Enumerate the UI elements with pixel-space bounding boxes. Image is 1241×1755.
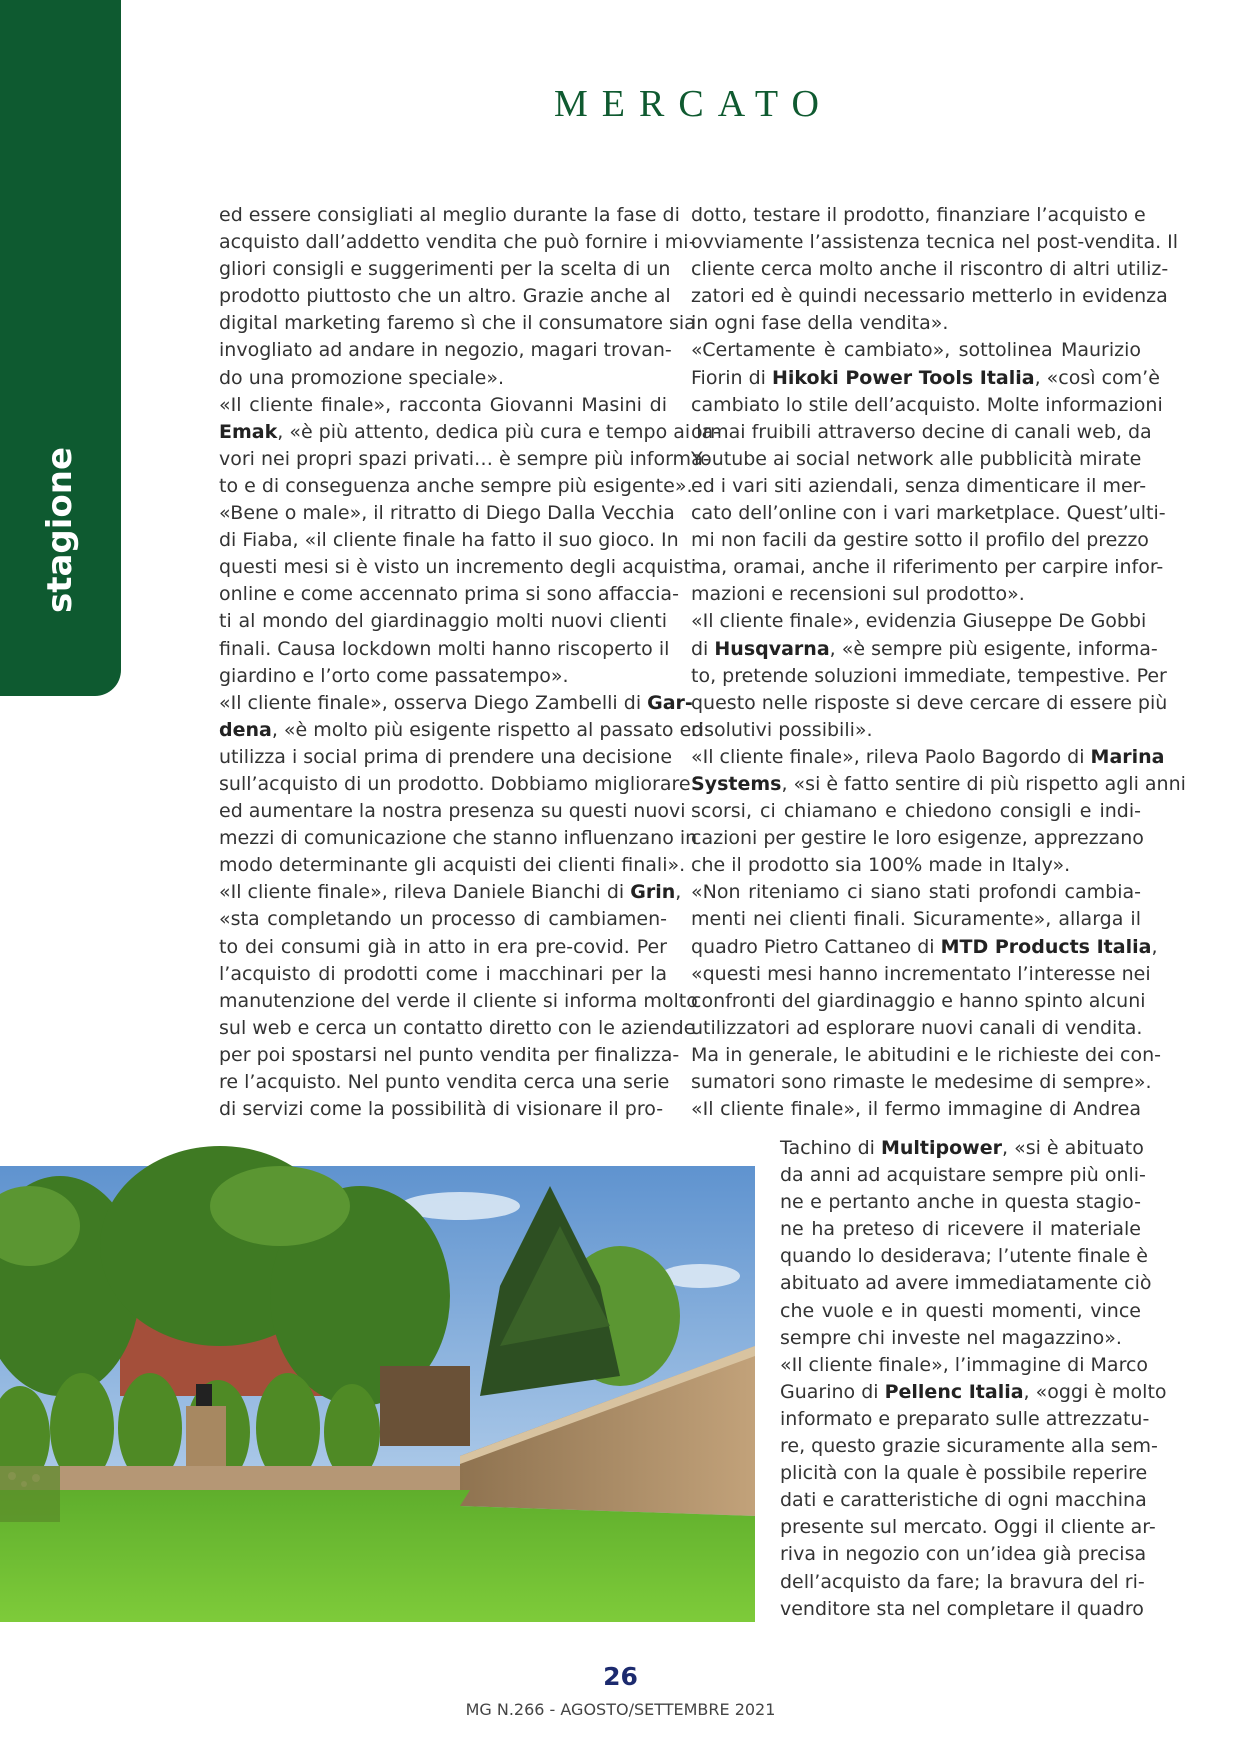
text-line: dati e caratteristiche di ogni macchina <box>780 1489 1147 1512</box>
text-line: plicità con la quale è possibile reperire <box>780 1462 1148 1485</box>
text-line: quadro Pietro Cattaneo di MTD Products Italia, <box>691 935 1158 958</box>
text-line: do una promozione speciale». <box>219 366 504 389</box>
text-line: manutenzione del verde il cliente si informa molto <box>219 989 698 1012</box>
text-line: invogliato ad andare in negozio, magari trovan- <box>219 339 672 362</box>
text-line: acquisto dall’addetto vendita che può fornire i mi- <box>219 231 696 254</box>
text-line: dena, «è molto più esigente rispetto al passato ed <box>219 718 704 741</box>
text-line: venditore sta nel completare il quadro <box>780 1597 1144 1620</box>
text-line: re, questo grazie sicuramente alla sem- <box>780 1435 1158 1458</box>
text-line: «Bene o male», il ritratto di Diego Dalla Vecchia <box>219 502 675 525</box>
text-line: online e come accennato prima si sono affaccia- <box>219 583 679 606</box>
page-number: 26 <box>603 1662 638 1691</box>
text-line: Guarino di Pellenc Italia, «oggi è molto <box>780 1380 1167 1403</box>
text-line: questo nelle risposte si deve cercare di essere più <box>691 691 1168 714</box>
text-line: «Il cliente finale», rileva Daniele Bianchi di Grin, <box>219 881 682 904</box>
text-line: ormai fruibili attraverso decine di canali web, da <box>691 420 1152 443</box>
text-line: ed aumentare la nostra presenza su questi nuovi <box>219 800 686 823</box>
text-line: vori nei propri spazi privati… è sempre più informa- <box>219 447 710 470</box>
text-line: ne ha preteso di ricevere il materiale <box>780 1218 1141 1241</box>
text-line: Tachino di Multipower, «si è abituato <box>780 1137 1144 1159</box>
text-line: «Il cliente finale», il fermo immagine di Andrea <box>691 1098 1141 1121</box>
text-line: giardino e l’orto come passatempo». <box>219 664 569 687</box>
text-line: «sta completando un processo di cambiamen- <box>219 908 667 931</box>
text-line: Systems, «si è fatto sentire di più rispetto agli anni <box>691 772 1186 795</box>
text-line: ed essere consigliati al meglio durante la fase di <box>219 204 680 226</box>
text-line: cazioni per gestire le loro esigenze, apprezzano <box>691 827 1144 850</box>
text-line: cato dell’online con i vari marketplace. Quest’ulti- <box>691 502 1166 525</box>
text-line: Youtube ai social network alle pubblicità mirate <box>691 447 1142 470</box>
text-line: «Il cliente finale», rileva Paolo Bagordo di Marina <box>691 745 1165 768</box>
text-line: da anni ad acquistare sempre più onli- <box>780 1164 1146 1187</box>
text-column-2 <box>691 202 1186 1123</box>
text-line: dell’acquisto da fare; la bravura del ri- <box>780 1570 1145 1593</box>
text-line: Emak, «è più attento, dedica più cura e tempo ai la- <box>219 420 720 443</box>
text-line: riva in negozio con un’idea già precisa <box>780 1543 1147 1566</box>
side-tab-label: stagione <box>40 446 80 614</box>
garden-photo <box>0 1166 755 1622</box>
text-line: «Certamente è cambiato», sottolinea Maurizio <box>691 339 1141 362</box>
text-line: abituato ad avere immediatamente ciò <box>780 1272 1152 1295</box>
text-line: scorsi, ci chiamano e chiedono consigli e indi- <box>691 800 1141 823</box>
text-line: questi mesi si è visto un incremento degli acquisti <box>219 556 697 579</box>
text-line: l’acquisto di prodotti come i macchinari per la <box>219 962 667 985</box>
text-line: «questi mesi hanno incrementato l’interesse nei <box>691 962 1151 985</box>
text-line: ne e pertanto anche in questa stagio- <box>780 1191 1141 1214</box>
text-line: in ogni fase della vendita». <box>691 312 949 335</box>
text-line: mazioni e recensioni sul prodotto». <box>691 583 1025 606</box>
text-line: quando lo desiderava; l’utente finale è <box>780 1245 1148 1268</box>
text-line: cliente cerca molto anche il riscontro di altri utiliz- <box>691 258 1169 281</box>
text-line: presente sul mercato. Oggi il cliente ar- <box>780 1516 1156 1539</box>
text-line: dotto, testare il prodotto, finanziare l’acquisto e <box>691 204 1146 226</box>
text-line: confronti del giardinaggio e hanno spinto alcuni <box>691 989 1146 1012</box>
text-column-1 <box>219 202 720 1123</box>
text-line: che il prodotto sia 100% made in Italy». <box>691 854 1071 877</box>
section-title: MERCATO <box>554 83 833 125</box>
text-line: ovviamente l’assistenza tecnica nel post-vendita. Il <box>691 231 1179 254</box>
text-line: re l’acquisto. Nel punto vendita cerca una serie <box>219 1071 670 1093</box>
text-line: «Non riteniamo ci siano stati profondi cambia- <box>691 881 1141 904</box>
text-line: «Il cliente finale», osserva Diego Zambelli di Gar- <box>219 691 693 714</box>
text-line: mi non facili da gestire sotto il profilo del prezzo <box>691 529 1149 552</box>
section-side-tab <box>0 0 121 696</box>
text-line: ti al mondo del giardinaggio molti nuovi clienti <box>219 610 667 633</box>
text-line: «Il cliente finale», l’immagine di Marco <box>780 1353 1149 1376</box>
text-line: utilizza i social prima di prendere una decisione <box>219 745 673 768</box>
text-line: di Husqvarna, «è sempre più esigente, informa- <box>691 637 1158 660</box>
text-line: prodotto piuttosto che un altro. Grazie anche al <box>219 285 671 308</box>
text-line: ed i vari siti aziendali, senza dimenticare il mer- <box>691 474 1147 497</box>
text-line: «Il cliente finale», evidenzia Giuseppe De Gobbi <box>691 610 1147 633</box>
text-line: informato e preparato sulle attrezzatu- <box>780 1407 1150 1430</box>
text-line: ma, oramai, anche il riferimento per carpire infor- <box>691 556 1164 579</box>
text-line: sull’acquisto di un prodotto. Dobbiamo migliorare <box>219 772 691 795</box>
text-column-3 <box>780 1135 1167 1623</box>
text-line: «Il cliente finale», racconta Giovanni Masini di <box>219 393 667 416</box>
text-line: cambiato lo stile dell’acquisto. Molte informazioni <box>691 393 1163 416</box>
text-line: utilizzatori ad esplorare nuovi canali di vendita. <box>691 1016 1143 1039</box>
text-line: zatori ed è quindi necessario metterlo in evidenza <box>691 285 1168 308</box>
text-line: gliori consigli e suggerimenti per la scelta di un <box>219 258 671 281</box>
text-line: sul web e cerca un contatto diretto con le aziende <box>219 1016 696 1039</box>
text-line: to e di conseguenza anche sempre più esigente». <box>219 474 693 497</box>
text-line: mezzi di comunicazione che stanno influenzano in <box>219 827 698 850</box>
text-line: risolutivi possibili». <box>691 718 873 741</box>
text-line: sempre chi investe nel magazzino». <box>780 1326 1122 1349</box>
text-line: to dei consumi già in atto in era pre-covid. Per <box>219 935 667 958</box>
text-line: per poi spostarsi nel punto vendita per finalizza- <box>219 1043 680 1066</box>
text-line: di servizi come la possibilità di visionare il pro- <box>219 1098 664 1121</box>
text-line: sumatori sono rimaste le medesime di sempre». <box>691 1071 1152 1093</box>
text-line: modo determinante gli acquisti dei clienti finali». <box>219 854 686 877</box>
issue-footer: MG N.266 - AGOSTO/SETTEMBRE 2021 <box>465 1700 776 1719</box>
text-line: Fiorin di Hikoki Power Tools Italia, «così com’è <box>691 366 1160 389</box>
text-line: digital marketing faremo sì che il consumatore sia <box>219 312 696 335</box>
text-line: Ma in generale, le abitudini e le richieste dei con- <box>691 1043 1161 1066</box>
text-line: menti nei clienti finali. Sicuramente», allarga il <box>691 908 1141 931</box>
text-line: di Fiaba, «il cliente finale ha fatto il suo gioco. In <box>219 529 679 552</box>
text-line: to, pretende soluzioni immediate, tempestive. Per <box>691 664 1167 687</box>
text-line: che vuole e in questi momenti, vince <box>780 1299 1141 1322</box>
text-line: finali. Causa lockdown molti hanno riscoperto il <box>219 637 670 660</box>
